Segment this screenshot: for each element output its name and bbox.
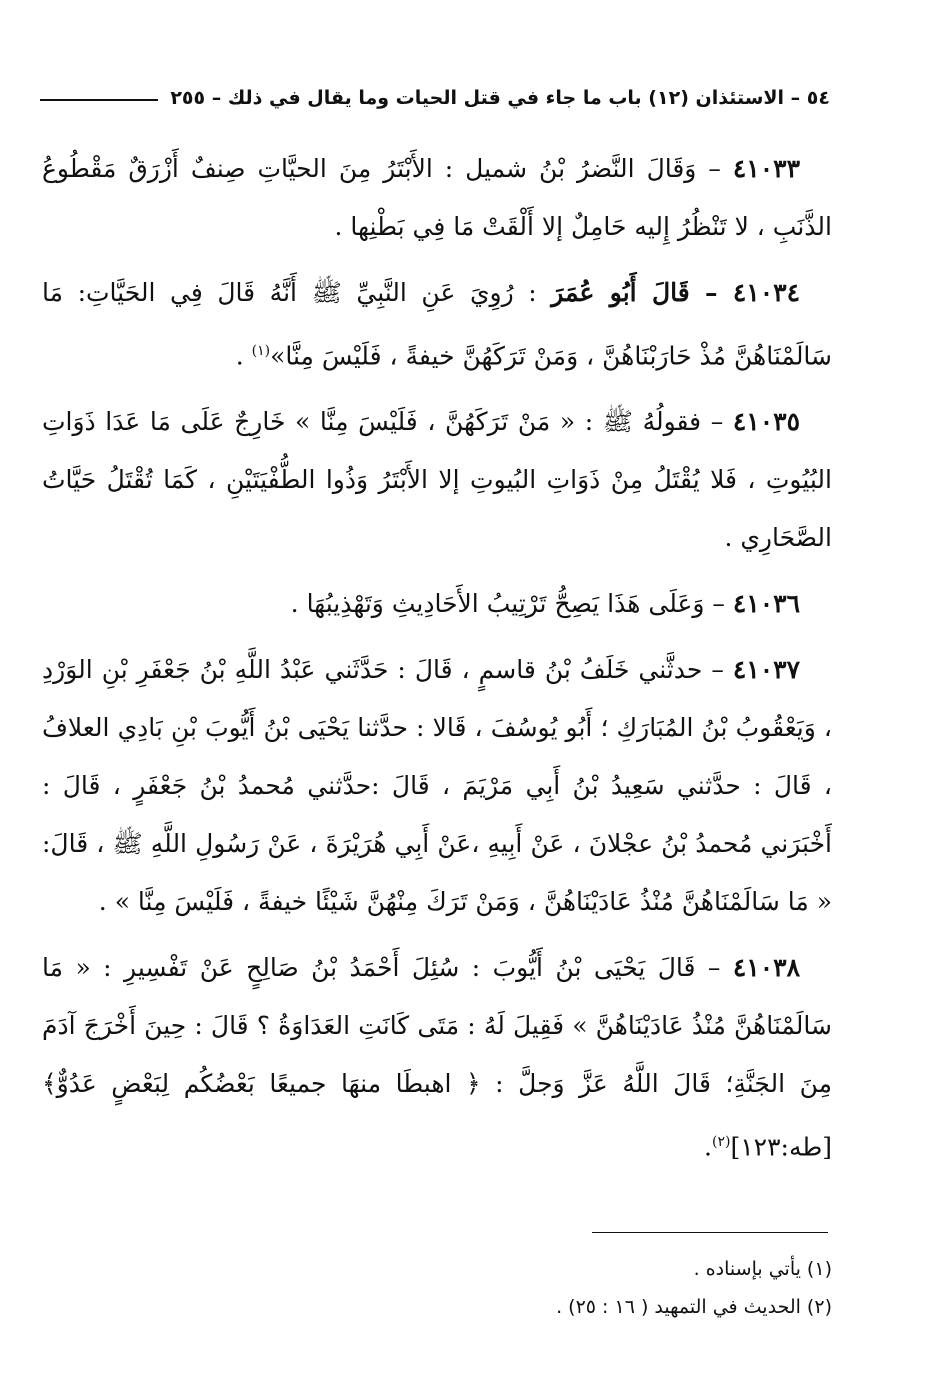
footnote-ref: (٢) bbox=[711, 1134, 731, 1151]
footnotes bbox=[42, 1250, 832, 1326]
paragraph-41037 bbox=[42, 641, 832, 931]
paragraph-number: ٤١٠٣٣ bbox=[732, 154, 800, 183]
paragraph-41033 bbox=[42, 140, 832, 256]
main-text bbox=[42, 140, 832, 1185]
page-header bbox=[40, 78, 830, 118]
paragraph-number: ٤١٠٣٥ bbox=[732, 407, 800, 437]
paragraph-tail: . bbox=[704, 1132, 712, 1162]
paragraph-text: – وَقَالَ النَّضرُ بْنُ شميل : الأَبْتَرُ مِنَ الحيَّاتِ صِنفٌ أَزْرَقٌ مَقْطُوعُ الذَّنَبِ ، لا تَنْظُرُ إِليه حَامِلٌ إلا أَلْقَتْ مَا فِي بَطْنِها . bbox=[42, 154, 832, 241]
footnote-rule bbox=[592, 1232, 828, 1233]
paragraph-text: : رُوِيَ عَنِ النَّبِيِّ ﷺ أَنَّهُ قَالَ فِي الحَيَّاتِ: مَا سَالَمْنَاهُنَّ مُذْ حَارَبْنَاهُنَّ ، وَمَنْ تَرَكَهُنَّ خيفةً ، فَلَيْسَ مِنَّا» bbox=[42, 278, 832, 371]
paragraph-41035 bbox=[42, 393, 832, 567]
paragraph-41036 bbox=[42, 575, 832, 633]
paragraph-lead: – قَالَ أَبُو عُمَرَ bbox=[551, 278, 733, 307]
paragraph-tail: . bbox=[235, 341, 252, 371]
paragraph-41038 bbox=[42, 939, 832, 1176]
paragraph-text: – حدثَّني خَلَفُ بْنُ قاسمٍ ، قَالَ : حَدَّثَني عَبْدُ اللَّهِ بْنُ جَعْفَرِ بْنِ الوَرْدِ ، وَيَعْقُوبُ بْنُ المُبَارَكِ ؛ أَبُو يُوسُفَ ، قَالا : حدَّثنا يَحْيَى بْنُ أَيُّوبَ بْنِ بَادِي العلافُ ، قَالَ : حدَّثني سَعِيدُ بْنُ أَبِي مَرْيَمَ ، قَالَ :حدَّثني مُحمدُ بْنُ جَعْفَرٍ ، قَالَ : أَخْبَرَني مُحمدُ بْنُ عجْلانَ ، عَنْ أَبِيهِ ،عَنْ أَبِي هُرَيْرَةَ ، عَنْ رَسُولِ اللَّهِ ﷺ ، قَالَ: « مَا سَالَمْنَاهُنَّ مُنْذُ عَادَيْنَاهُنَّ ، وَمَنْ تَرَكَ مِنْهُنَّ شَيْئًا خيفةً ، فَلَيْسَ مِنَّا » . bbox=[42, 655, 832, 917]
header-rule bbox=[40, 99, 158, 101]
paragraph-number: ٤١٠٣٤ bbox=[732, 278, 801, 307]
header-title: ٥٤ – الاستئذان (١٢) باب ما جاء في قتل الحيات وما يقال في ذلك – ٢٥٥ bbox=[170, 87, 830, 109]
paragraph-text: – فقولُهُ ﷺ : « مَنْ تَرَكَهُنَّ ، فَلَيْسَ مِنَّا » خَارِجٌ عَلَى مَا عَدَا ذَوَاتِ البُيُوتِ ، فَلا يُقْتَلُ مِنْ ذَوَاتِ البُيوتِ إلا الأَبْتَرُ وَذُوا الطُّفْيَتَيْنِ ، كَمَا تُقْتَلُ حَيَّاتُ الصَّحَارِي . bbox=[42, 407, 832, 553]
paragraph-41034 bbox=[42, 264, 832, 385]
paragraph-number: ٤١٠٣٨ bbox=[732, 953, 800, 983]
footnote-ref: (١) bbox=[251, 343, 271, 359]
paragraph-number: ٤١٠٣٦ bbox=[732, 589, 800, 619]
paragraph-number: ٤١٠٣٧ bbox=[732, 655, 800, 685]
paragraph-text: – قَالَ يَحْيَى بْنُ أَيُّوبَ : سُئِلَ أَحْمَدُ بْنُ صَالِحٍ عَنْ تَفْسِيرِ : « مَا سَالَمْنَاهُنَّ مُنْذُ عَادَيْنَاهُنَّ » فَقِيلَ لَهُ : مَتَى كَانَتِ العَدَاوَةُ ؟ قَالَ : حِينَ أَخْرَجَ آدَمَ مِنَ الجَنَّةِ؛ قَالَ اللَّهُ عَزَّ وَجلَّ : ﴿ اهبطَا منهَا جميعًا بَعْضُكُم لِبَعْضٍ عَدُوٌّ﴾[طه:١٢٣] bbox=[42, 953, 832, 1162]
footnote-2: (٢) الحديث في التمهيد ( ١٦ : ٢٥) . bbox=[556, 1296, 832, 1318]
paragraph-text: – وَعَلَى هَذَا يَصِحُّ تَرْتِيبُ الأَحَادِيثِ وَتَهْذِيبُهَا . bbox=[290, 589, 733, 619]
footnote-1: (١) يأتي بإسناده . bbox=[693, 1258, 832, 1280]
